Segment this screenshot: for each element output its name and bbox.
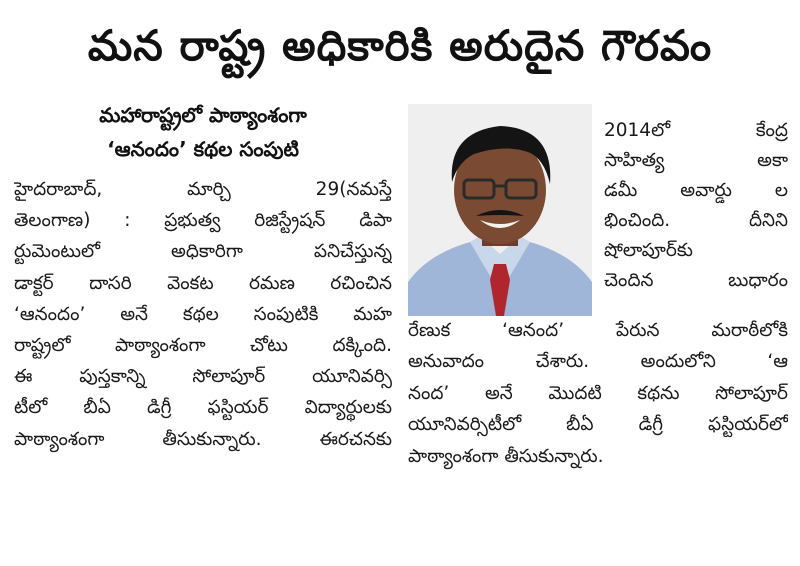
- left-column: [14, 98, 392, 455]
- body-line: పాఠ్యాంశంగా తీసుకున్నారు.: [408, 445, 604, 467]
- body-line: రాష్ట్రలో పాఠ్యాంశంగా చోటు దక్కింది.: [14, 335, 392, 357]
- body-line: చెందిన బుధారం: [604, 270, 788, 291]
- subheadline-line-2: ‘ఆనందం’ కథల సంపుటి: [107, 137, 299, 161]
- right-column-top: [604, 116, 788, 296]
- body-line: హైదరాబాద్, మార్చి 29(నమస్తే: [14, 179, 392, 200]
- body-line: పాఠ్యాంశంగా తీసుకున్నారు. ఈరచనకు: [14, 428, 392, 450]
- body-line: 2014లో కేంద్ర: [604, 120, 788, 141]
- author-photo: [408, 104, 592, 316]
- body-line: షోలాపూర్‌కు: [604, 240, 693, 261]
- subheadline: [14, 98, 392, 166]
- right-column-bottom: [408, 315, 788, 472]
- body-line: ర్టుమెంటులో అధికారిగా పనిచేస్తున్న: [14, 241, 392, 263]
- body-line: అనువాదం చేశారు. అందులోని ‘ఆ: [408, 351, 788, 373]
- body-line: తెలంగాణ) : ప్రభుత్వ రిజిస్ట్రేషన్ డిపా: [14, 210, 392, 232]
- body-line: యూనివర్సిటీలో బీఏ డిగ్రీ ఫస్టియర్‌లో: [408, 414, 788, 436]
- body-line: సాహిత్య అకా: [604, 150, 788, 171]
- left-body-text: [14, 174, 392, 455]
- author-portrait-image: [408, 104, 592, 316]
- body-line: టీలో బీఏ డిగ్రీ ఫస్టియర్ విద్యార్థులకు: [14, 397, 392, 419]
- body-line: రేణుక ‘ఆనంద’ పేరున మరాఠీలోకి: [408, 320, 788, 341]
- body-line: భించింది. దీనిని: [604, 210, 788, 231]
- body-line: ‘ఆనందం’ అనే కథల సంపుటికి మహ: [14, 303, 392, 325]
- subheadline-line-1: మహారాష్ట్రలో పాఠ్యాంశంగా: [99, 103, 307, 127]
- body-line: ఈ పుస్తకాన్ని సోలాపూర్ యూనివర్సి: [14, 366, 392, 388]
- body-line: డమీ అవార్డు ల: [604, 180, 788, 201]
- headline: మన రాష్ట్ర అధికారికి అరుదైన గౌరవం: [87, 21, 713, 70]
- body-line: డాక్టర్ దాసరి వెంకట రమణ రచించిన: [14, 272, 392, 294]
- body-line: నంద’ అనే మొదటి కథను సోలాపూర్: [408, 382, 788, 404]
